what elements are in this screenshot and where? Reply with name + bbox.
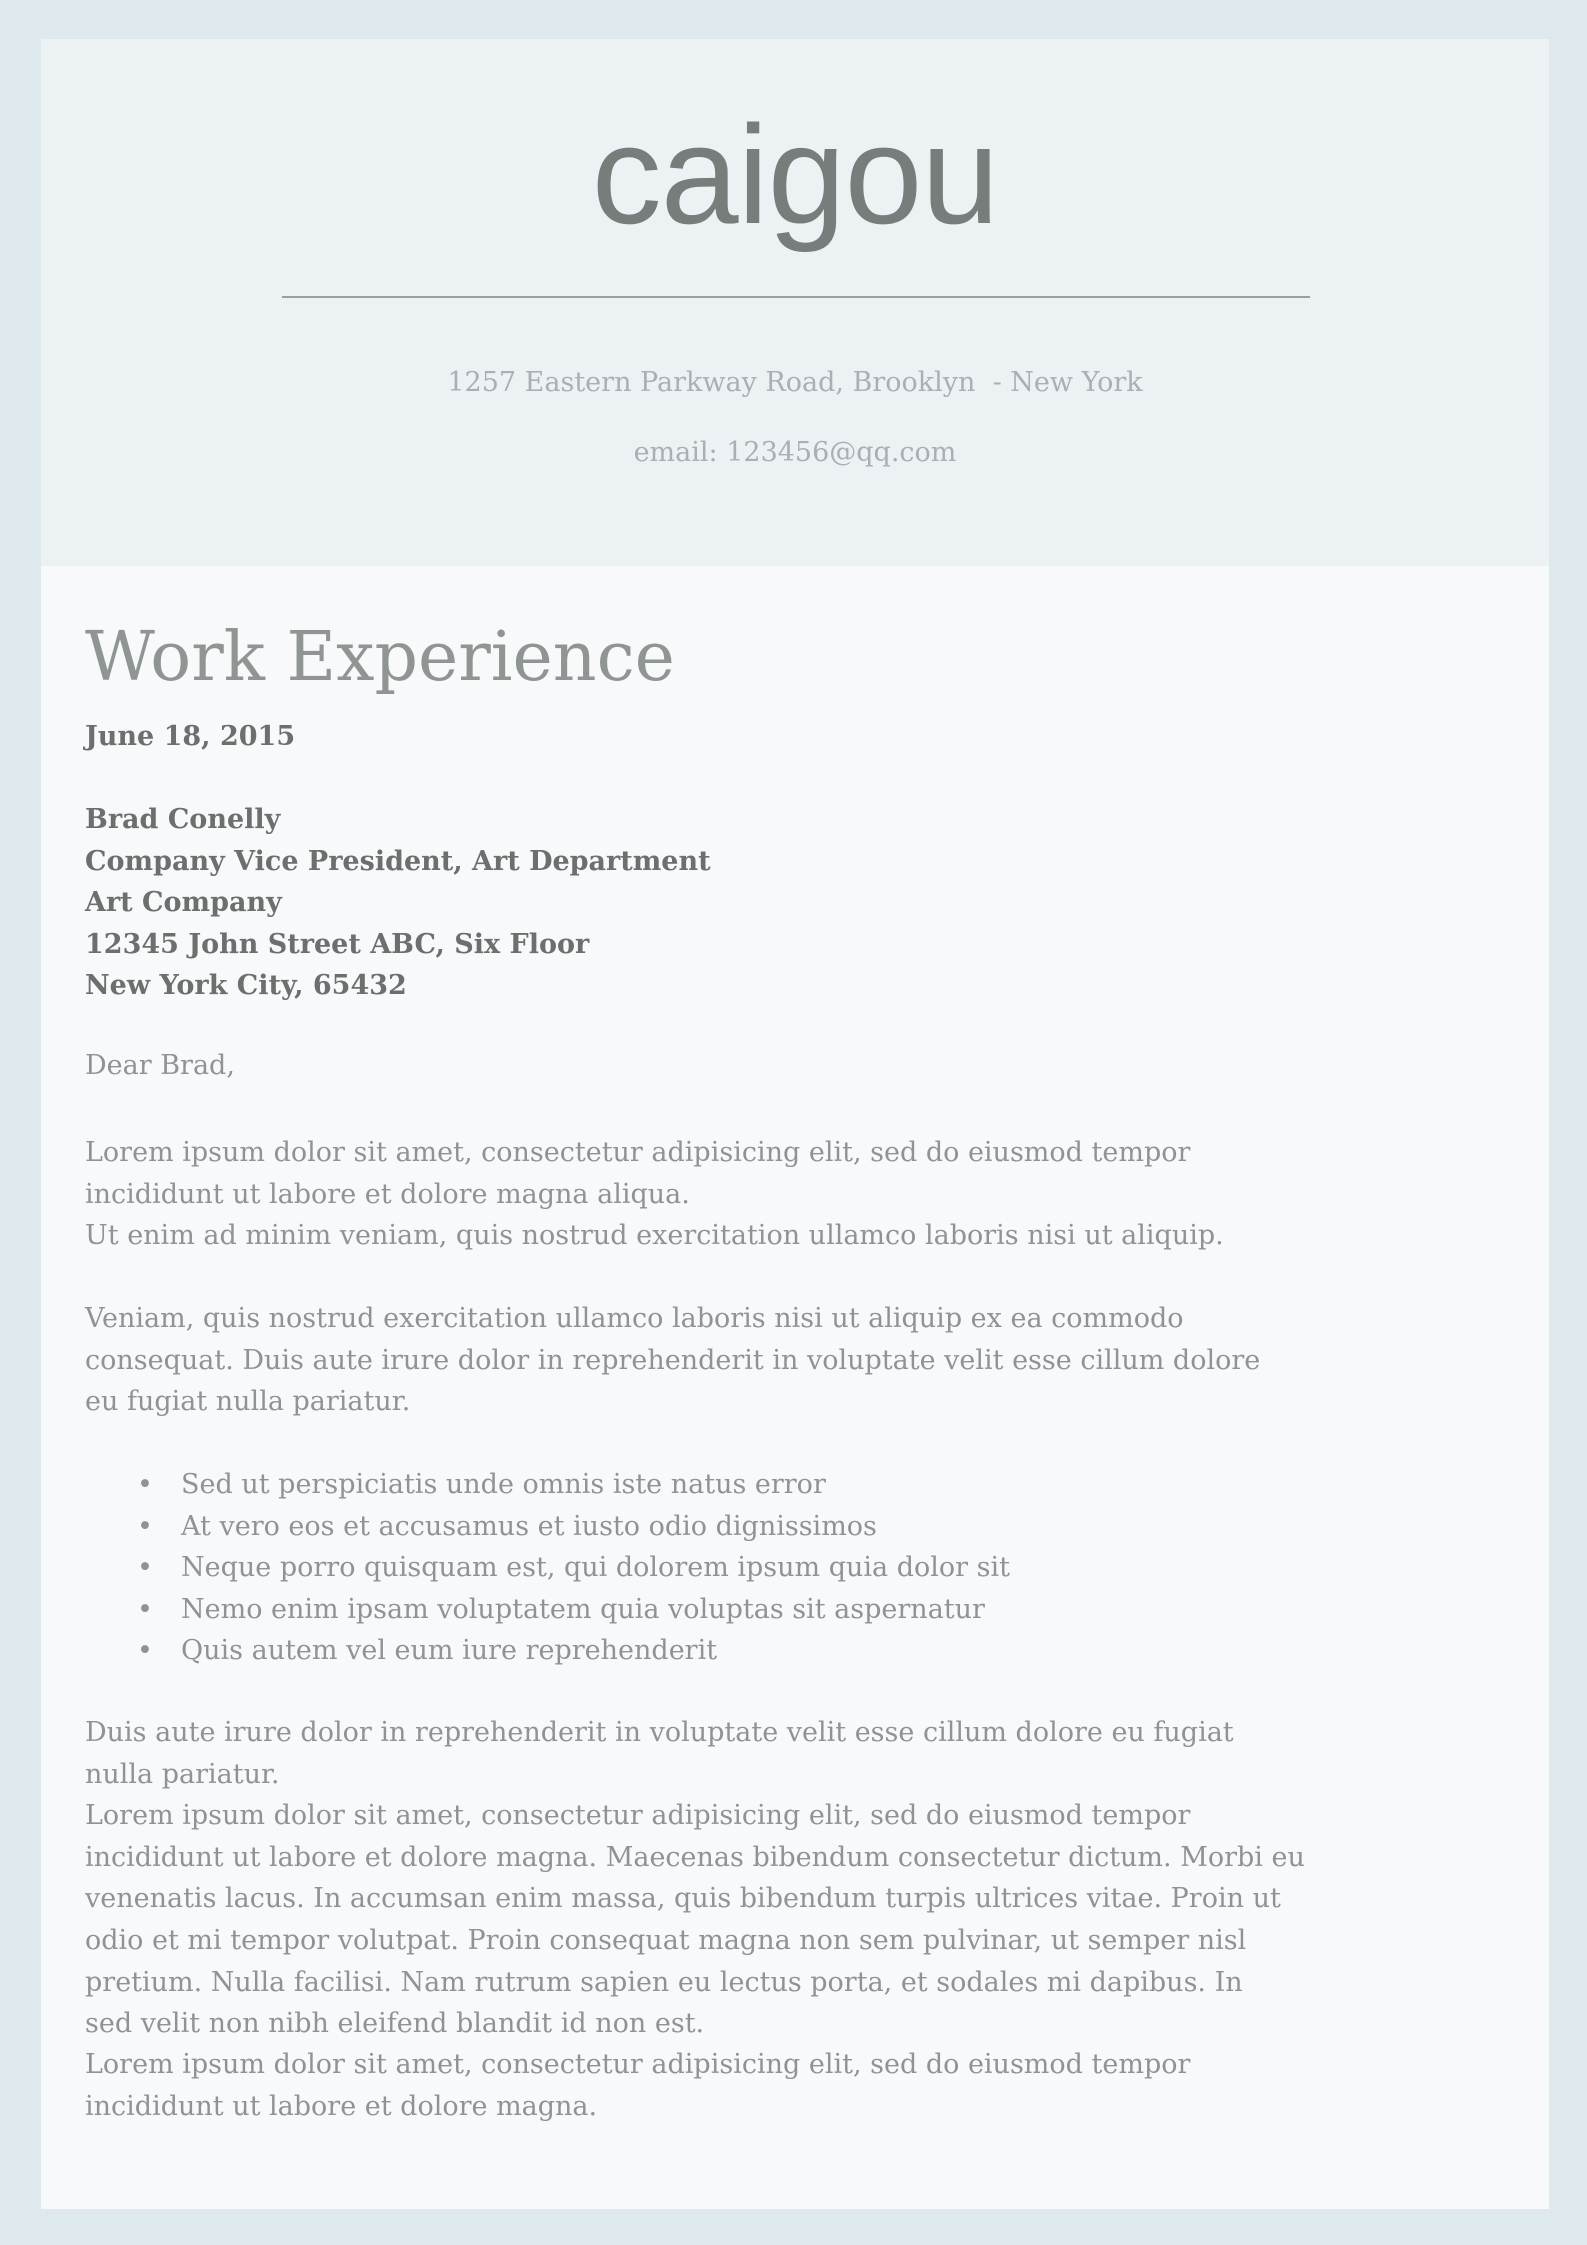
salutation: Dear Brad,	[85, 1050, 235, 1081]
text-line: Veniam, quis nostrud exercitation ullamco laboris nisi ut aliquip ex ea commodo	[85, 1303, 1184, 1334]
bullet-icon: •	[137, 1593, 153, 1625]
text-line: eu fugiat nulla pariatur.	[85, 1386, 411, 1418]
header-divider	[282, 296, 1310, 298]
paragraph-2	[85, 1298, 1525, 1423]
text-line: Ut enim ad minim veniam, quis nostrud exercitation ullamco laboris nisi ut aliquip.	[85, 1220, 1224, 1252]
text-line: consequat. Duis aute irure dolor in reprehenderit in voluptate velit esse cillum dolore	[85, 1344, 1261, 1376]
bullet-icon: •	[137, 1469, 153, 1500]
list-item	[85, 1630, 1010, 1672]
letter-date: June 18, 2015	[85, 721, 296, 752]
text-line: pretium. Nulla facilisi. Nam rutrum sapien eu lectus porta, et sodales mi dapibus. In	[85, 1966, 1243, 1998]
text-line: Duis aute irure dolor in reprehenderit in voluptate velit esse cillum dolore eu fugiat	[85, 1717, 1234, 1748]
list-item	[85, 1547, 1010, 1589]
section-title: Work Experience	[85, 618, 675, 697]
list-item-text: Nemo enim ipsam voluptatem quia voluptas sit aspernatur	[181, 1593, 985, 1625]
text-line: Lorem ipsum dolor sit amet, consectetur adipisicing elit, sed do eiusmod tempor	[85, 2049, 1191, 2080]
resume-sheet	[41, 39, 1549, 2209]
recipient-line: Company Vice President, Art Department	[85, 845, 711, 877]
text-line: Lorem ipsum dolor sit amet, consectetur adipisicing elit, sed do eiusmod tempor	[85, 1800, 1191, 1832]
header-band	[41, 39, 1549, 566]
recipient-block	[85, 799, 711, 1007]
text-line: Lorem ipsum dolor sit amet, consectetur adipisicing elit, sed do eiusmod tempor	[85, 1137, 1191, 1168]
list-item-text: Neque porro quisquam est, qui dolorem ipsum quia dolor sit	[181, 1552, 1010, 1584]
bullet-list	[85, 1464, 1010, 1672]
paragraph-3	[85, 1712, 1525, 2045]
recipient-line: New York City, 65432	[85, 970, 407, 1002]
list-item-text: Quis autem vel eum iure reprehenderit	[181, 1635, 718, 1667]
paragraph-4	[85, 2044, 1525, 2127]
bullet-icon: •	[137, 1552, 153, 1584]
bullet-icon: •	[137, 1635, 153, 1667]
text-line: sed velit non nibh eleifend blandit id non est.	[85, 2008, 705, 2040]
text-line: odio et mi tempor volutpat. Proin consequat magna non sem pulvinar, ut semper nisl	[85, 1924, 1247, 1956]
text-line: incididunt ut labore et dolore magna aliqua.	[85, 1178, 690, 1210]
paragraph-1	[85, 1132, 1525, 1257]
list-item-text: Sed ut perspiciatis unde omnis iste natus error	[181, 1469, 826, 1500]
list-item	[85, 1589, 1010, 1631]
list-item	[85, 1464, 1010, 1506]
recipient-line: Brad Conelly	[85, 804, 281, 835]
recipient-line: 12345 John Street ABC, Six Floor	[85, 928, 590, 960]
contact-address: 1257 Eastern Parkway Road, Brooklyn - New York	[447, 367, 1143, 398]
applicant-name: caigou	[591, 96, 999, 253]
text-line: venenatis lacus. In accumsan enim massa, quis bibendum turpis ultrices vitae. Proin ut	[85, 1883, 1281, 1915]
text-line: incididunt ut labore et dolore magna. Maecenas bibendum consectetur dictum. Morbi eu	[85, 1841, 1305, 1873]
contact-email: email: 123456@qq.com	[633, 437, 957, 468]
text-line: nulla pariatur.	[85, 1758, 280, 1790]
list-item	[85, 1506, 1010, 1548]
recipient-line: Art Company	[85, 887, 282, 919]
bullet-icon: •	[137, 1510, 153, 1542]
list-item-text: At vero eos et accusamus et iusto odio dignissimos	[181, 1510, 877, 1542]
text-line: incididunt ut labore et dolore magna.	[85, 2090, 598, 2122]
